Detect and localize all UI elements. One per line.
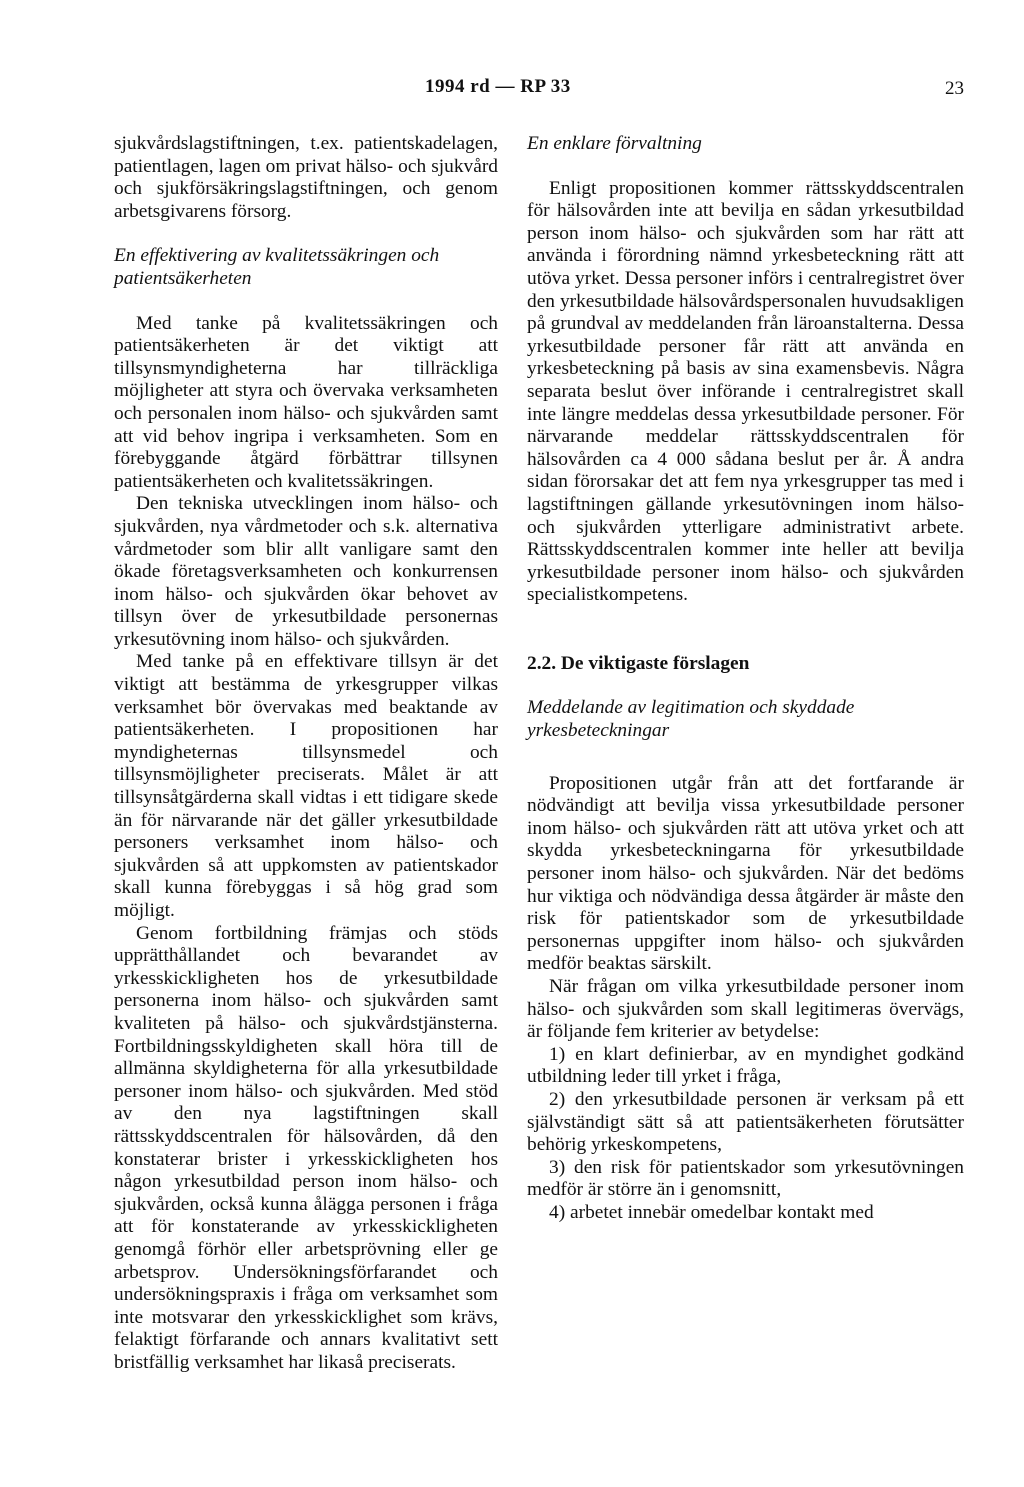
paragraph: Den tekniska utvecklingen inom hälso- och sjukvården, nya vårdmetoder och s.k. alternativa vårdmetoder som blir allt vanligare samt den ökade företagsverksamheten och konkurrensen inom hälso- och sjukvården ökar behovet av tillsyn över de yrkesutbildade personernas yrkesutövning inom hälso- och sjukvården. xyxy=(114,493,498,650)
list-item: 1) en klart definierbar, av en myndighet godkänd utbildning leder till yrket i fråga, xyxy=(527,1043,964,1088)
right-column xyxy=(527,133,964,1225)
page-number: 23 xyxy=(945,78,964,99)
paragraph: När frågan om vilka yrkesutbildade personer inom hälso- och sjukvården som skall legitimeras övervägs, är följande fem kriterier av betydelse: xyxy=(527,976,964,1043)
list-item: 2) den yrkesutbildade personen är verksam på ett självständigt sätt så att patientsäkerheten förutsätter behörig yrkeskompetens, xyxy=(527,1088,964,1156)
section-heading: 2.2. De viktigaste förslagen xyxy=(527,652,750,674)
paragraph: Med tanke på en effektivare tillsyn är det viktigt att bestämma de yrkesgrupper vilkas verksamhet bör övervakas med beaktande av patientsäkerheten. I propositionen har myndigheternas tillsynsmedel och tillsynsmöjligheter preciserats. Målet är att tillsynsåtgärderna skall vidtas i ett tidigare skede än för närvarande när det gäller yrkesutbildade personers verksamhet inom hälso- och sjukvården så att uppkomsten av patientskador skall kunna förebyggas i så hög grad som möjligt. xyxy=(114,651,498,921)
paragraph: Enligt propositionen kommer rättsskyddscentralen för hälsovården inte att bevilja en sådan yrkesutbildad person inom hälso- och sjukvården som har rätt att använda i förordning nämnd yrkesbeteckning rätt att utöva yrket. Dessa personer införs i centralregistret över den yrkesutbildade hälsovårdspersonalen huvudsakligen på grundval av meddelanden från läroanstalterna. Dessa yrkesutbildade personer får rätt att använda en yrkesbeteckning på basis av sina examensbevis. Några separata beslut över införande i centralregistret skall inte längre meddelas dessa yrkesutbildade personer. För närvarande meddelar rättsskyddscentralen för hälsovården ca 4 000 sådana beslut per år. Å andra sidan förorsakar det att fem nya yrkesgrupper tas med i lagstiftningen gällande yrkesutövningen inom hälso- och sjukvården ytterligare administrativt arbete. Rättsskyddscentralen kommer inte heller att bevilja yrkesutbildade personer inom hälso- och sjukvården specialistkompetens. xyxy=(527,177,964,606)
paragraph: sjukvårdslagstiftningen, t.ex. patientskadelagen, patientlagen, lagen om privat hälso- och sjukvård och sjukförsäkringslagstiftningen, och genom arbetsgivarens försorg. xyxy=(114,133,498,222)
section-subheading: En effektivering av kvalitetssäkringen och patientsäkerheten xyxy=(114,245,440,289)
section-subheading: Meddelande av legitimation och skyddade yrkesbeteckningar xyxy=(527,697,855,742)
list-item: 3) den risk för patientskador som yrkesutövningen medför är större än i genomsnitt, xyxy=(527,1156,964,1201)
paragraph: Med tanke på kvalitetssäkringen och patientsäkerheten är det viktigt att tillsynsmyndigheterna har tillräckliga möjligheter att styra och övervaka verksamheten och personalen inom hälso- och sjukvården samt att vid behov ingripa i verksamheten. Som en förebyggande åtgärd förbättrar tillsynen patientsäkerheten och kvalitetssäkringen. xyxy=(114,312,498,492)
left-column xyxy=(114,133,498,1374)
page-header xyxy=(0,76,1024,106)
paragraph: Propositionen utgår från att det fortfarande är nödvändigt att bevilja vissa yrkesutbildade personer inom hälso- och sjukvården rätt att utöva yrket och att skydda yrkesbeteckningarna för yrkesutbildade personer inom hälso- och sjukvården. När det bedöms hur viktiga och nödvändiga dessa åtgärder är måste den risk för patientskador som de yrkesutbildade personernas uppgifter inom hälso- och sjukvården medför beaktas särskilt. xyxy=(527,772,964,975)
list-item: 4) arbetet innebär omedelbar kontakt med xyxy=(549,1201,874,1223)
running-title: 1994 rd — RP 33 xyxy=(425,76,571,97)
section-subheading: En enklare förvaltning xyxy=(527,133,702,154)
paragraph: Genom fortbildning främjas och stöds upprätthållandet och bevarandet av yrkesskickligheten hos de yrkesutbildade personerna inom hälso- och sjukvården samt kvaliteten på hälso- och sjukvårdstjänsterna. Fortbildningsskyldigheten skall höra till de allmänna skyldigheterna för alla yrkesutbildade personer inom hälso- och sjukvården. Med stöd av den nya lagstiftningen skall rättsskyddscentralen för hälsovården, då den konstaterar brister i yrkesskickligheten hos någon yrkesutbildad person inom hälso- och sjukvården, också kunna ålägga personen i fråga att för konstaterande av yrkesskickligheten genomgå förhör eller arbetsprövning eller ge arbetsprov. Undersökningsförfarandet och undersökningspraxis i fråga om verksamhet som inte motsvarar den yrkesskicklighet som krävs, felaktigt förfarande och annars kvalitativt sett bristfällig verksamhet har likaså preciserats. xyxy=(114,922,498,1373)
